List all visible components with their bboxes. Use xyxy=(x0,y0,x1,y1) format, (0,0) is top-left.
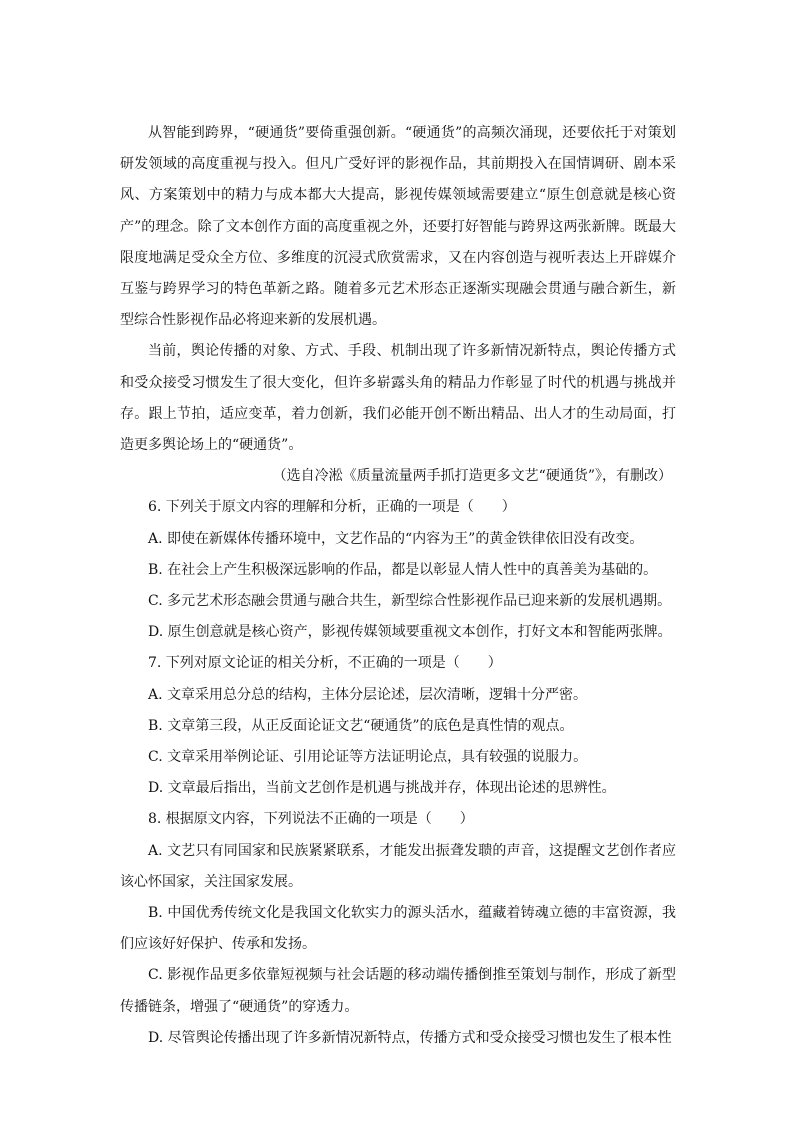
passage-paragraph-2: 当前，舆论传播的对象、方式、手段、机制出现了许多新情况新特点，舆论传播方式和受众接受习惯发生了很大变化，但许多崭露头角的精品力作彰显了时代的机遇与挑战并存。跟上节拍，适应变革，着力创新，我们必能开创不断出精品、出人才的生动局面，打造更多舆论场上的“硬通货”。 xyxy=(120,343,676,454)
option-b: B. 中国优秀传统文化是我国文化软实力的源头活水，蕴藏着铸魂立德的丰富资源，我们应该好好保护、传承和发扬。 xyxy=(120,905,676,953)
question-8 xyxy=(120,804,676,1054)
question-stem: 8. 根据原文内容，下列说法不正确的一项是（ ） xyxy=(148,811,474,828)
option-c: C. 文章采用举例论证、引用论证等方法证明论点，具有较强的说服力。 xyxy=(148,749,588,766)
passage-source: （选自冷淞《质量流量两手抓打造更多文艺“硬通货”》，有删改） xyxy=(272,468,672,485)
question-7 xyxy=(120,648,676,804)
document-page xyxy=(120,118,676,1054)
question-stem: 7. 下列对原文论证的相关分析，不正确的一项是（ ） xyxy=(148,655,502,672)
question-stem: 6. 下列关于原文内容的理解和分析，正确的一项是（ ） xyxy=(148,499,516,516)
option-c: C. 影视作品更多依靠短视频与社会话题的移动端传播倒推至策划与制作，形成了新型传播链条，增强了“硬通货”的穿透力。 xyxy=(120,967,676,1015)
option-d: D. 原生创意就是核心资产，影视传媒领域要重视文本创作，打好文本和智能两张牌。 xyxy=(148,624,672,641)
option-c: C. 多元艺术形态融会贯通与融合共生，新型综合性影视作品已迎来新的发展机遇期。 xyxy=(148,593,672,610)
option-d: D. 尽管舆论传播出现了许多新情况新特点，传播方式和受众接受习惯也发生了根本性 xyxy=(148,1029,672,1046)
option-a: A. 文章采用总分总的结构，主体分层论述，层次清晰，逻辑十分严密。 xyxy=(148,686,588,703)
option-d: D. 文章最后指出，当前文艺创作是机遇与挑战并存，体现出论述的思辨性。 xyxy=(148,780,616,797)
option-a: A. 即使在新媒体传播环境中，文艺作品的“内容为王”的黄金铁律依旧没有改变。 xyxy=(148,530,644,547)
passage-paragraph-1: 从智能到跨界，“硬通货”要倚重强创新。“硬通货”的高频次涌现，还要依托于对策划研发领域的高度重视与投入。但凡广受好评的影视作品，其前期投入在国情调研、剧本采风、方案策划中的精力与成本都大大提高，影视传媒领域需要建立“原生创意就是核心资产”的理念。除了文本创作方面的高度重视之外，还要打好智能与跨界这两张新牌。既最大限度地满足受众全方位、多维度的沉浸式欣赏需求，又在内容创造与视听表达上开辟媒介互鉴与跨界学习的特色革新之路。随着多元艺术形态正逐渐实现融会贯通与融合新生，新型综合性影视作品必将迎来新的发展机遇。 xyxy=(120,125,676,329)
option-b: B. 文章第三段，从正反面论证文艺“硬通货”的底色是真性情的观点。 xyxy=(148,717,574,734)
question-6 xyxy=(120,492,676,648)
option-b: B. 在社会上产生积极深远影响的作品，都是以彰显人情人性中的真善美为基础的。 xyxy=(148,561,658,578)
option-a: A. 文艺只有同国家和民族紧紧联系，才能发出振聋发聩的声音，这提醒文艺创作者应该心怀国家，关注国家发展。 xyxy=(120,842,676,890)
